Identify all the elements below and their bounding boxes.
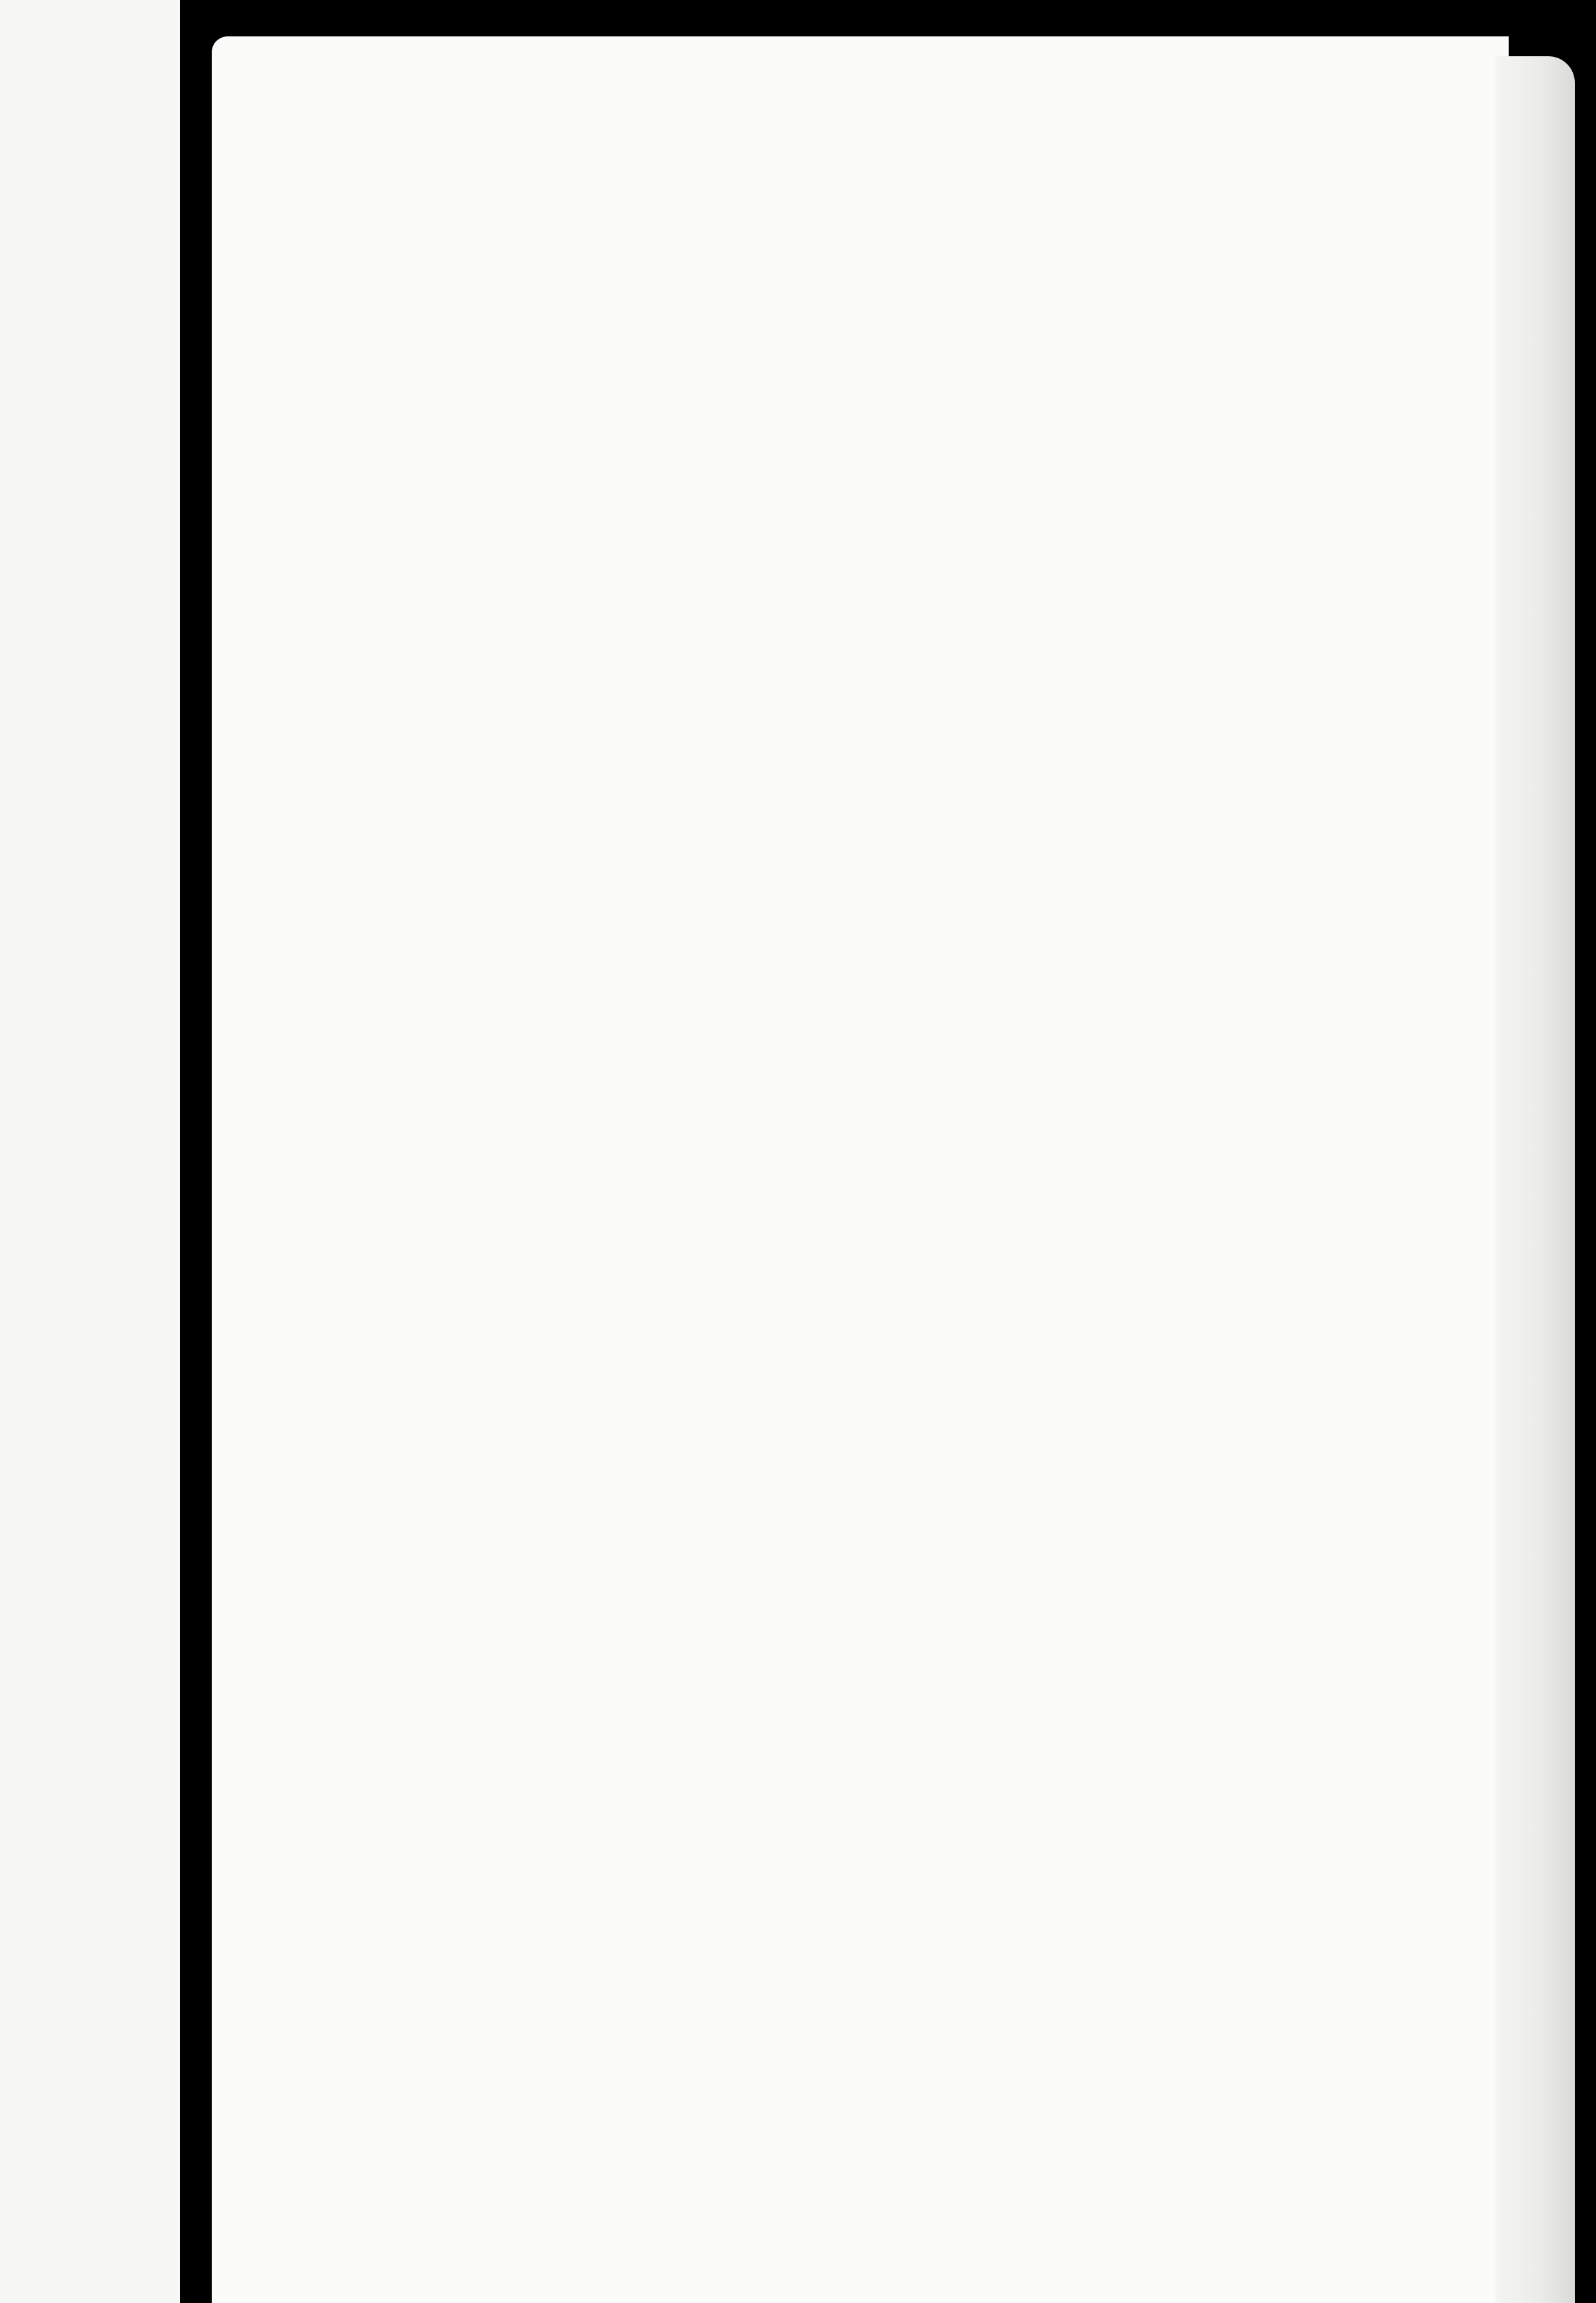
previous-page-fragment — [0, 0, 180, 2303]
page-header — [255, 240, 1234, 286]
page-edge — [1495, 56, 1575, 2303]
footnotes-right-column — [721, 1632, 1198, 1635]
footnotes — [238, 1619, 1200, 1995]
